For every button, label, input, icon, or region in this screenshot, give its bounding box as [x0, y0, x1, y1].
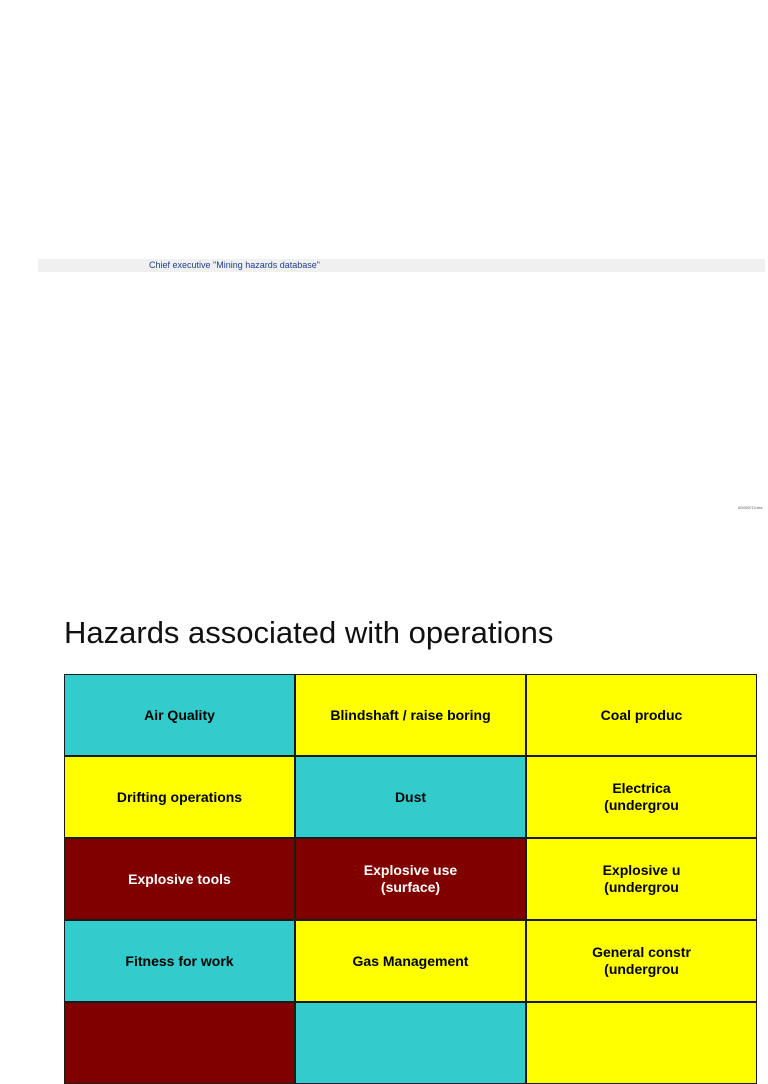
- hazard-cell[interactable]: [295, 756, 526, 838]
- hazard-cell-label: Explosive u (undergrou: [602, 862, 681, 895]
- hazard-cell[interactable]: [526, 920, 757, 1002]
- hazard-cell-label: Drifting operations: [116, 788, 243, 805]
- hazard-cell[interactable]: [295, 920, 526, 1002]
- hazard-cell[interactable]: [295, 838, 526, 920]
- hazard-cell-label: Blindshaft / raise boring: [330, 706, 491, 723]
- hazard-cell-label: Electrica (undergrou: [604, 780, 679, 813]
- hazard-cell[interactable]: [526, 756, 757, 838]
- hazard-cell-label: Gas Management: [352, 952, 469, 969]
- hazard-cell[interactable]: [295, 674, 526, 756]
- hazard-cell[interactable]: [526, 838, 757, 920]
- hazard-cell[interactable]: [526, 674, 757, 756]
- hazard-cell[interactable]: [526, 1002, 757, 1084]
- header-bar: [38, 259, 765, 272]
- hazard-cell[interactable]: [64, 674, 295, 756]
- header-caption: Chief executive "Mining hazards database": [149, 260, 320, 270]
- hazard-cell[interactable]: [64, 1002, 295, 1084]
- hazard-cell-label: Coal produc: [600, 706, 683, 723]
- hazard-cell-label: General constr (undergrou: [592, 944, 691, 977]
- hazard-cell[interactable]: [64, 756, 295, 838]
- hazard-cell-label: Fitness for work: [125, 952, 234, 969]
- hazard-cell-label: Explosive tools: [128, 870, 231, 887]
- hazard-cell[interactable]: [295, 1002, 526, 1084]
- hazard-cell-label: Explosive use (surface): [363, 862, 458, 895]
- page-title: Hazards associated with operations: [64, 615, 554, 650]
- file-reference: 620000713.xlsx: [738, 506, 763, 510]
- hazard-cell[interactable]: [64, 838, 295, 920]
- hazard-cell-label: Air Quality: [144, 706, 215, 723]
- hazard-cell[interactable]: [64, 920, 295, 1002]
- hazard-cell-label: Dust: [394, 788, 427, 805]
- hazard-grid: [64, 674, 691, 1024]
